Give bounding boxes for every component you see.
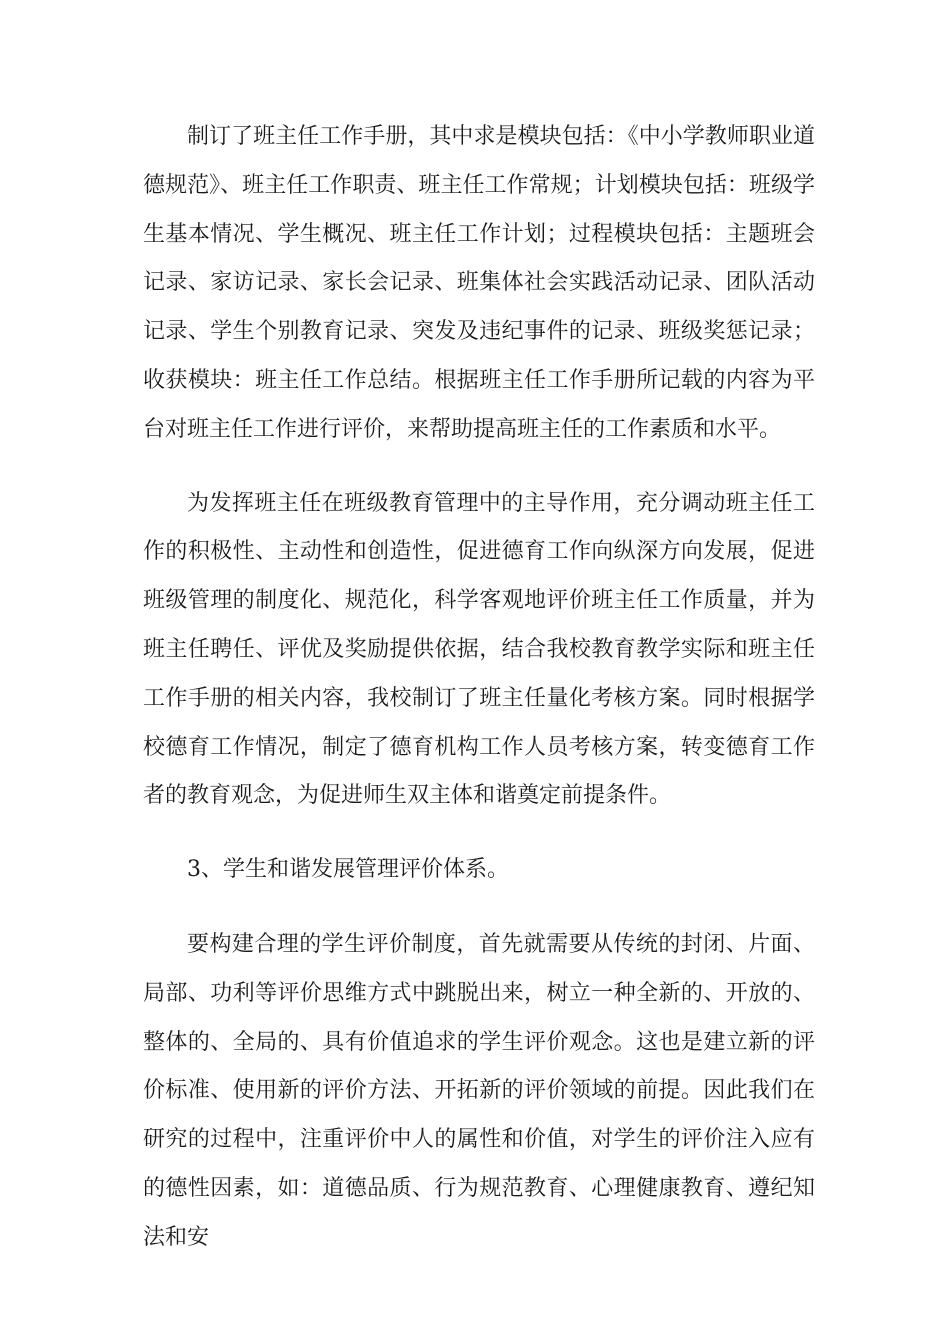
paragraph-class-teacher-evaluation: 为发挥班主任在班级教育管理中的主导作用，充分调动班主任工作的积极性、主动性和创造性，促进德育工作向纵深方向发展，促进班级管理的制度化、规范化，科学客观地评价班主任工作质量，并为班主任聘任、评优及奖励提供依据，结合我校教育教学实际和班主任工作手册的相关内容，我校制订了班主任量化考核方案。同时根据学校德育工作情况，制定了德育机构工作人员考核方案，转变德育工作者的教育观念，为促进师生双主体和谐奠定前提条件。 — [143, 490, 815, 809]
paragraph-student-evaluation: 要构建合理的学生评价制度，首先就需要从传统的封闭、片面、局部、功利等评价思维方式中跳脱出来，树立一种全新的、开放的、整体的、全局的、具有价值追求的学生评价观念。这也是建立新的评价标准、使用新的评价方法、开拓新的评价领域的前提。因此我们在研究的过程中，注重评价中人的属性和价值，对学生的评价注入应有的德性因素，如：道德品质、行为规范教育、心理健康教育、遵纪知法和安 — [143, 931, 815, 1250]
paragraph-class-teacher-handbook: 制订了班主任工作手册，其中求是模块包括：《中小学教师职业道德规范》、班主任工作职责、班主任工作常规；计划模块包括：班级学生基本情况、学生概况、班主任工作计划；过程模块包括：主题班会记录、家访记录、家长会记录、班集体社会实践活动记录、团队活动记录、学生个别教育记录、突发及违纪事件的记录、班级奖惩记录；收获模块：班主任工作总结。根据班主任工作手册所记载的内容为平台对班主任工作进行评价，来帮助提高班主任的工作素质和水平。 — [143, 124, 815, 442]
section-heading-student-evaluation: 3、学生和谐发展管理评价体系。 — [187, 857, 509, 883]
document-body — [143, 113, 815, 1263]
